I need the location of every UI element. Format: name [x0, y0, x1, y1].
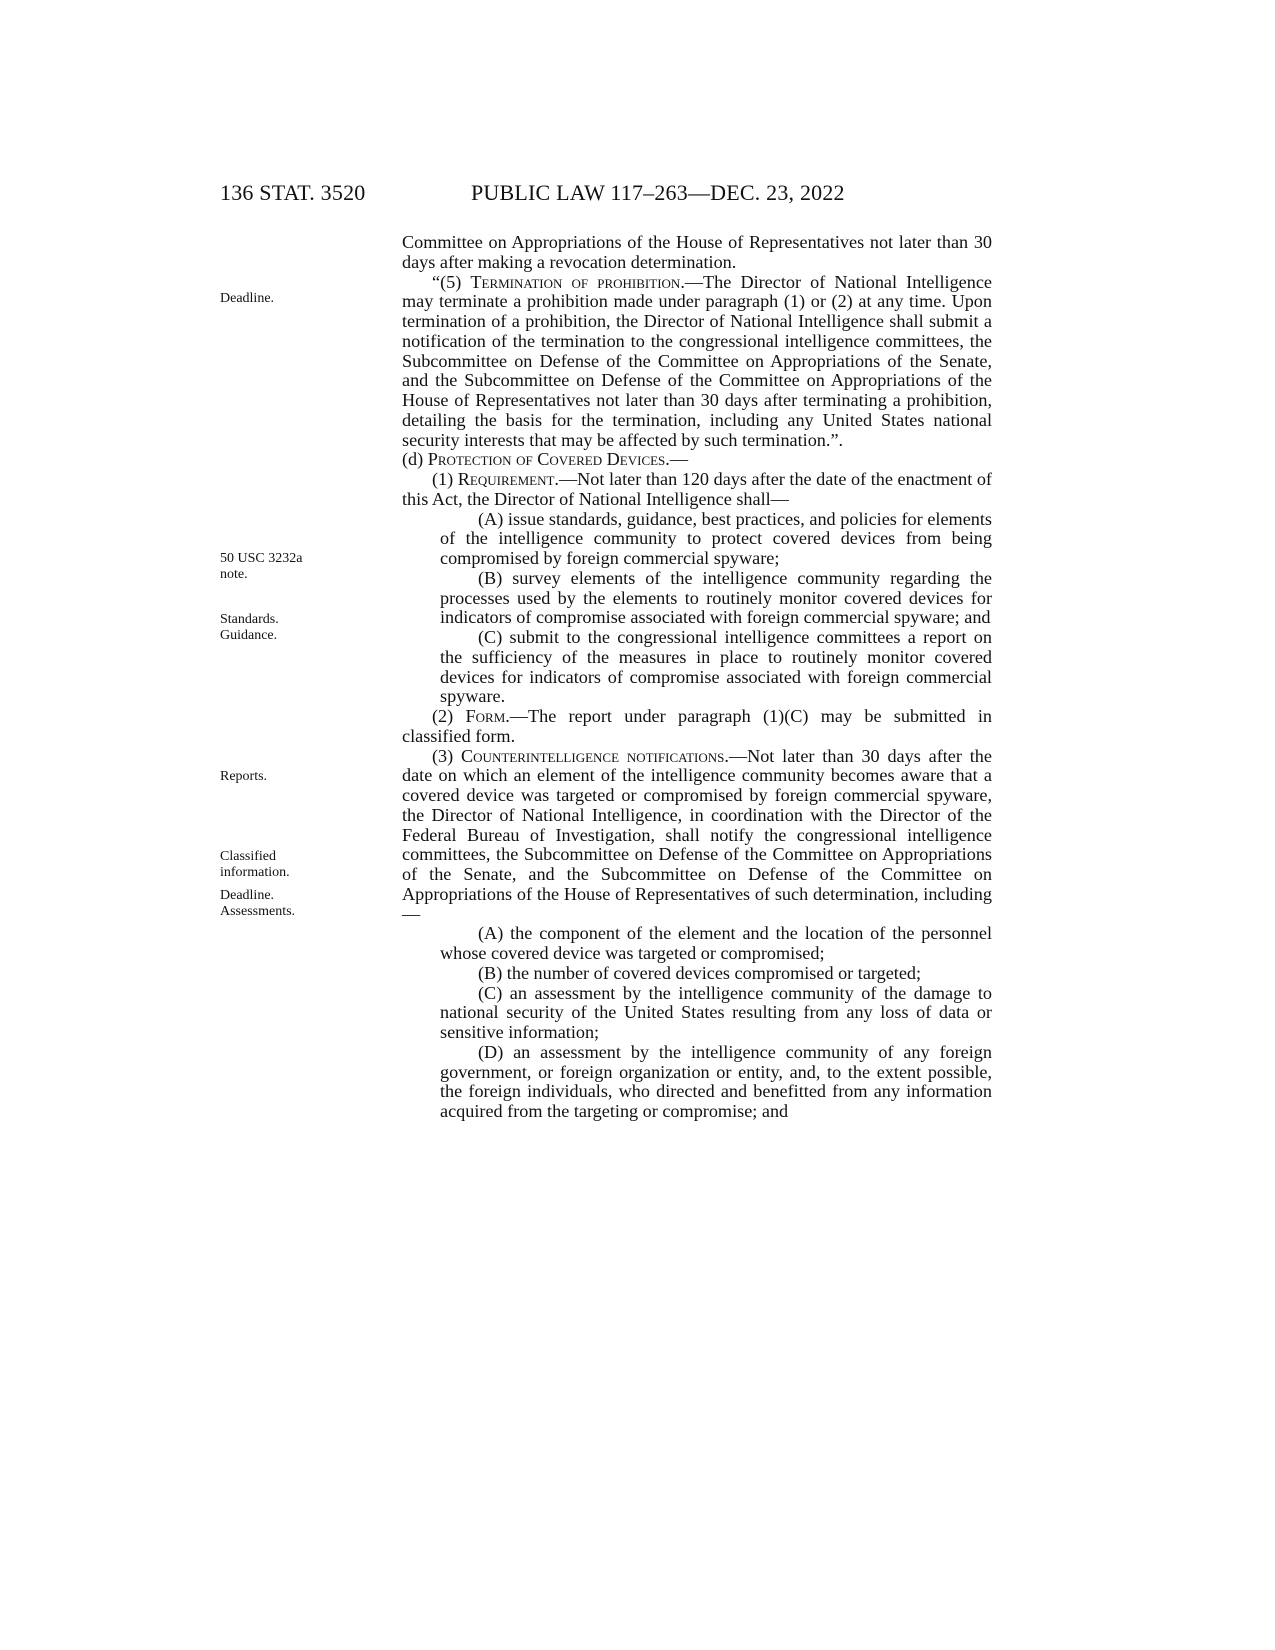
margin-note-deadline-2: Deadline.	[220, 888, 275, 903]
paragraph-continuation: Committee on Appropriations of the House of Representatives not later than 30 days after making a revocation determination.	[402, 232, 992, 272]
paragraph-text: .—The report under paragraph (1)(C) may be submitted in classified form.	[402, 706, 992, 746]
subsection-d-heading	[402, 450, 992, 470]
paragraph-number: “(5)	[432, 271, 471, 292]
paragraph-requirement	[402, 470, 992, 510]
subparagraph-number-of-devices: (B) the number of covered devices compromised or targeted;	[478, 962, 922, 983]
paragraph-termination-of-prohibition	[402, 273, 992, 451]
subsection-dash: .—	[665, 449, 689, 470]
margin-note-usc-citation	[220, 551, 302, 583]
subsection-title: Protection of Covered Devices	[427, 449, 666, 470]
margin-note-standards-guidance	[220, 612, 279, 644]
page-law-heading: PUBLIC LAW 117–263—DEC. 23, 2022	[471, 180, 845, 205]
subparagraph-survey-elements: (B) survey elements of the intelligence community regarding the processes used by the elements to routinely monitor covered devices for indicators of compromise associated with foreign commercial spyware; and	[440, 567, 992, 628]
subparagraph-foreign-actor-assessment: (D) an assessment by the intelligence community of any foreign government, or foreign organization or entity, and, to the extent possible, the foreign individuals, who directed and benefitted from any information acquired from the targeting or compromise; and	[440, 1041, 992, 1121]
paragraph-heading: Requirement	[457, 469, 555, 489]
paragraph-number: (3)	[432, 745, 462, 766]
margin-note-assessments: Assessments.	[220, 904, 296, 919]
paragraph-counterintelligence-notifications	[402, 747, 992, 925]
page-stat-citation: 136 STAT. 3520	[220, 180, 366, 205]
paragraph-text: .—Not later than 30 days after the date on which an element of the intelligence community becomes aware that a covered device was targeted or compromised by foreign commercial spyware, the Director of National Intelligence, in coordination with the Director of the Federal Bureau of Investigation, shall notify the congressional intelligence committees, the Subcommittee on Defense of the Committee on Appropriations of the Senate, and the Subcommittee on Defense of the Committee on Appropriations of the House of Representatives of such determination, including—	[402, 745, 992, 924]
margin-note-reports: Reports.	[220, 769, 268, 784]
margin-note-usc-line: 50 USC 3232a	[220, 551, 303, 566]
body-text-column	[402, 233, 992, 1122]
paragraph-heading: Form	[465, 706, 506, 726]
paragraph-text: .—Not later than 120 days after the date of the enactment of this Act, the Director of National Intelligence shall—	[402, 469, 992, 509]
paragraph-number: (1)	[432, 469, 458, 489]
subsection-number: (d)	[402, 449, 428, 470]
subparagraph-component-location: (A) the component of the element and the location of the personnel whose covered device was targeted or compromised;	[440, 923, 992, 963]
paragraph-heading: Counterintelligence notifications	[461, 745, 725, 766]
paragraph-number: (2)	[432, 706, 466, 726]
paragraph-text: .—The Director of National Intelligence may terminate a prohibition made under paragraph (1) or (2) at any time. Upon termination of a prohibition, the Director of National Intelligence shall submit a notification of the termination to the congressional intelligence committees, the Subcommittee on Defense of the Committee on Appropriations of the Senate, and the Subcommittee on Defense of the Committee on Appropriations of the House of Representatives not later than 30 days after terminating a prohibition, detailing the basis for the termination, including any United States national security interests that may be affected by such termination.”.	[402, 271, 992, 450]
margin-note-standards: Standards.	[220, 612, 279, 627]
subparagraph-damage-assessment: (C) an assessment by the intelligence community of the damage to national security of the United States resulting from any loss of data or sensitive information;	[440, 982, 992, 1042]
margin-note-information: information.	[220, 865, 290, 880]
subparagraph-submit-report: (C) submit to the congressional intelligence committees a report on the sufficiency of the measures in place to routinely monitor covered devices for indicators of compromise associated with foreign commercial spyware.	[440, 627, 992, 707]
paragraph-form	[402, 707, 992, 747]
margin-note-classified-information	[220, 849, 290, 881]
margin-note-deadline: Deadline.	[220, 291, 275, 306]
subparagraph-issue-standards: (A) issue standards, guidance, best practices, and policies for elements of the intelligence community to protect covered devices from being compromised by foreign commercial spyware;	[440, 508, 992, 568]
paragraph-heading: Termination of prohibition	[470, 271, 681, 292]
margin-note-classified: Classified	[220, 849, 276, 864]
margin-note-deadline-assessments	[220, 888, 295, 920]
margin-note-usc-note: note.	[220, 567, 248, 582]
margin-note-guidance: Guidance.	[220, 628, 278, 643]
